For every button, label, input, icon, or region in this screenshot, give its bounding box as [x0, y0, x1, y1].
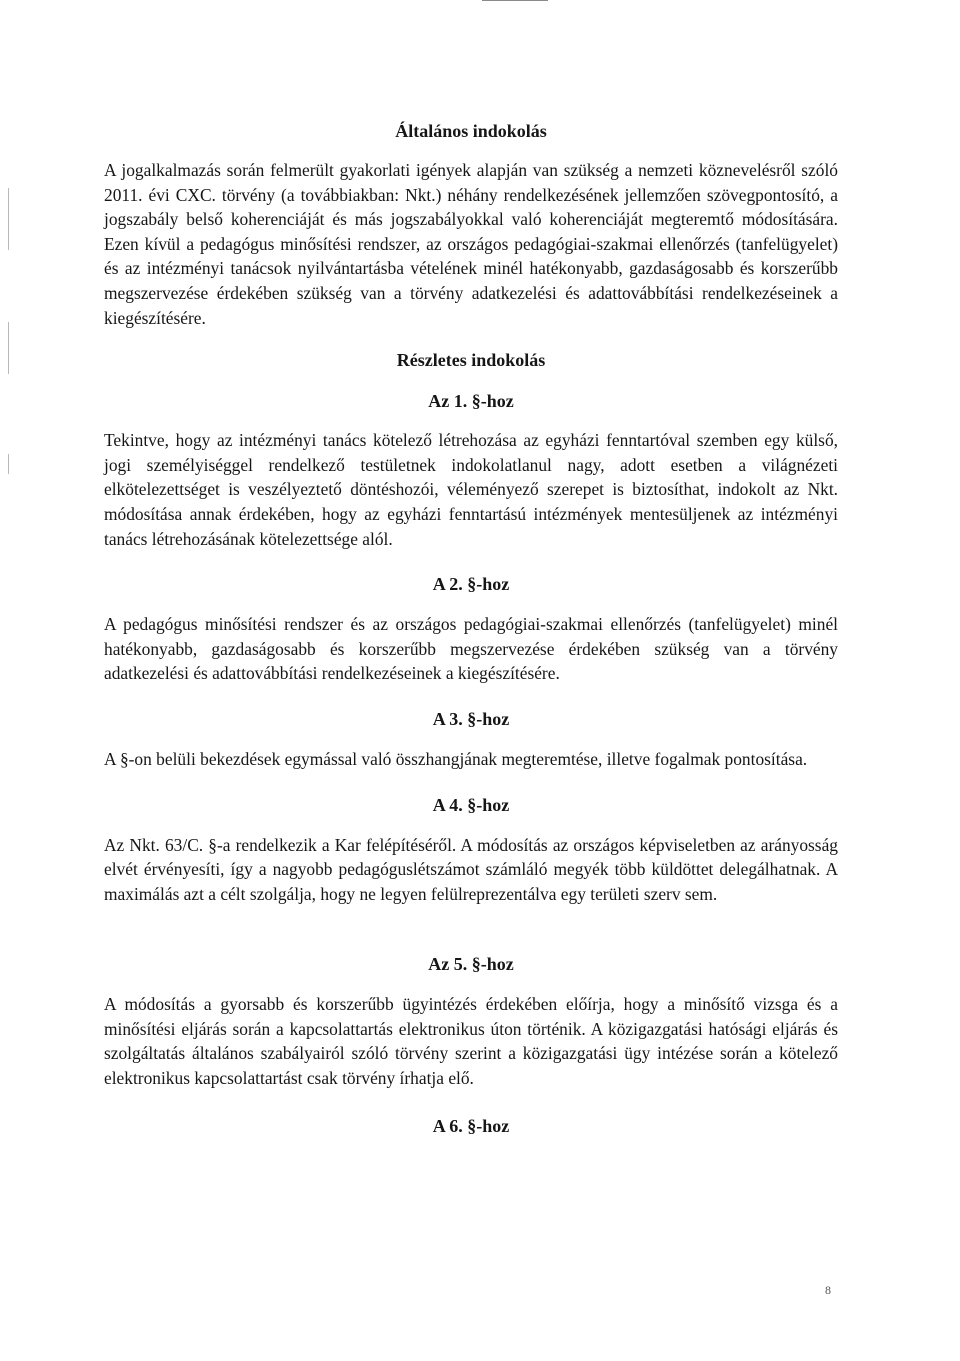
scan-margin-mark — [8, 188, 9, 250]
section-paragraph: Tekintve, hogy az intézményi tanács kötelező létrehozása az egyházi fenntartóval szemben egy külső, jogi személyiséggel rendelkező testületnek indokolatlanul nagy, adott esetben a világnézeti elkötelezettséget is veszélyeztető döntéshozói, véleményező szerepet is biztosíthat, indokolt az Nkt. módosítása annak érdekében, hogy az egyházi fenntartású intézmények mentesüljenek az intézményi tanács létrehozásának kötelezettsége alól. — [104, 430, 838, 549]
section-paragraph: A pedagógus minősítési rendszer és az országos pedagógiai-szakmai ellenőrzés (tanfelügyelet) minél hatékonyabb, gazdaságosabb és korszerűbb megszervezése érdekében szükség van a törvény adatkezelési és adattovábbítási rendelkezéseinek a kiegészítésére. — [104, 614, 838, 684]
section-heading: A 2. §-hoz — [432, 574, 510, 595]
section-paragraph: Az Nkt. 63/C. §-a rendelkezik a Kar felépítéséről. A módosítás az országos képviseletben az arányosság elvét érvényesíti, így a nagyobb pedagóguslétszámot számláló megyék több küldöttet delegálhatnak. A maximálás azt a célt szolgálja, hogy ne legyen felülreprezentálva egy területi szerv sem. — [104, 834, 838, 904]
scan-margin-mark — [8, 322, 9, 374]
section-heading: A 6. §-hoz — [432, 1115, 510, 1136]
section-paragraph: A §-on belüli bekezdések egymással való összhangjának megteremtése, illetve fogalmak pontosítása. — [104, 748, 808, 769]
page-number: 8 — [825, 1283, 831, 1297]
general-heading: Általános indokolás — [395, 121, 547, 141]
section-heading: A 4. §-hoz — [432, 794, 510, 815]
scan-margin-mark — [8, 454, 9, 474]
top-scan-rule — [482, 0, 548, 1]
document-body — [104, 119, 838, 1138]
section-paragraph: A módosítás a gyorsabb és korszerűbb ügyintézés érdekében előírja, hogy a minősítő vizsga és a minősítési eljárás során a kapcsolattartás elektronikus úton történik. A közigazgatási hatósági eljárás és szolgáltatás általános szabályairól szóló törvény szerint a közigazgatási ügy intézése során a kötelező elektronikus kapcsolattartást csak törvény írhatja elő. — [104, 994, 838, 1089]
section-heading: Az 1. §-hoz — [428, 391, 514, 412]
general-paragraph: A jogalkalmazás során felmerült gyakorlati igények alapján van szükség a nemzeti köznevelésről szóló 2011. évi CXC. törvény (a továbbiakban: Nkt.) néhány rendelkezésének jellemzően szövegpontosító, a jogszabály belső koherenciáját és más jogszabályokkal való koherenciáját megteremtő módosítására. Ezen kívül a pedagógus minősítési rendszer, az országos pedagógiai-szakmai ellenőrzés (tanfelügyelet) és az intézményi tanácsok nyilvántartásba vételének minél hatékonyabb, gazdaságosabb és korszerűbb megszervezése érdekében szükség van a törvény adatkezelési és adattovábbítási rendelkezéseinek a kiegészítésére. — [104, 160, 838, 328]
detailed-heading: Részletes indokolás — [396, 350, 546, 371]
section-heading: Az 5. §-hoz — [428, 954, 514, 975]
section-heading: A 3. §-hoz — [432, 708, 510, 729]
